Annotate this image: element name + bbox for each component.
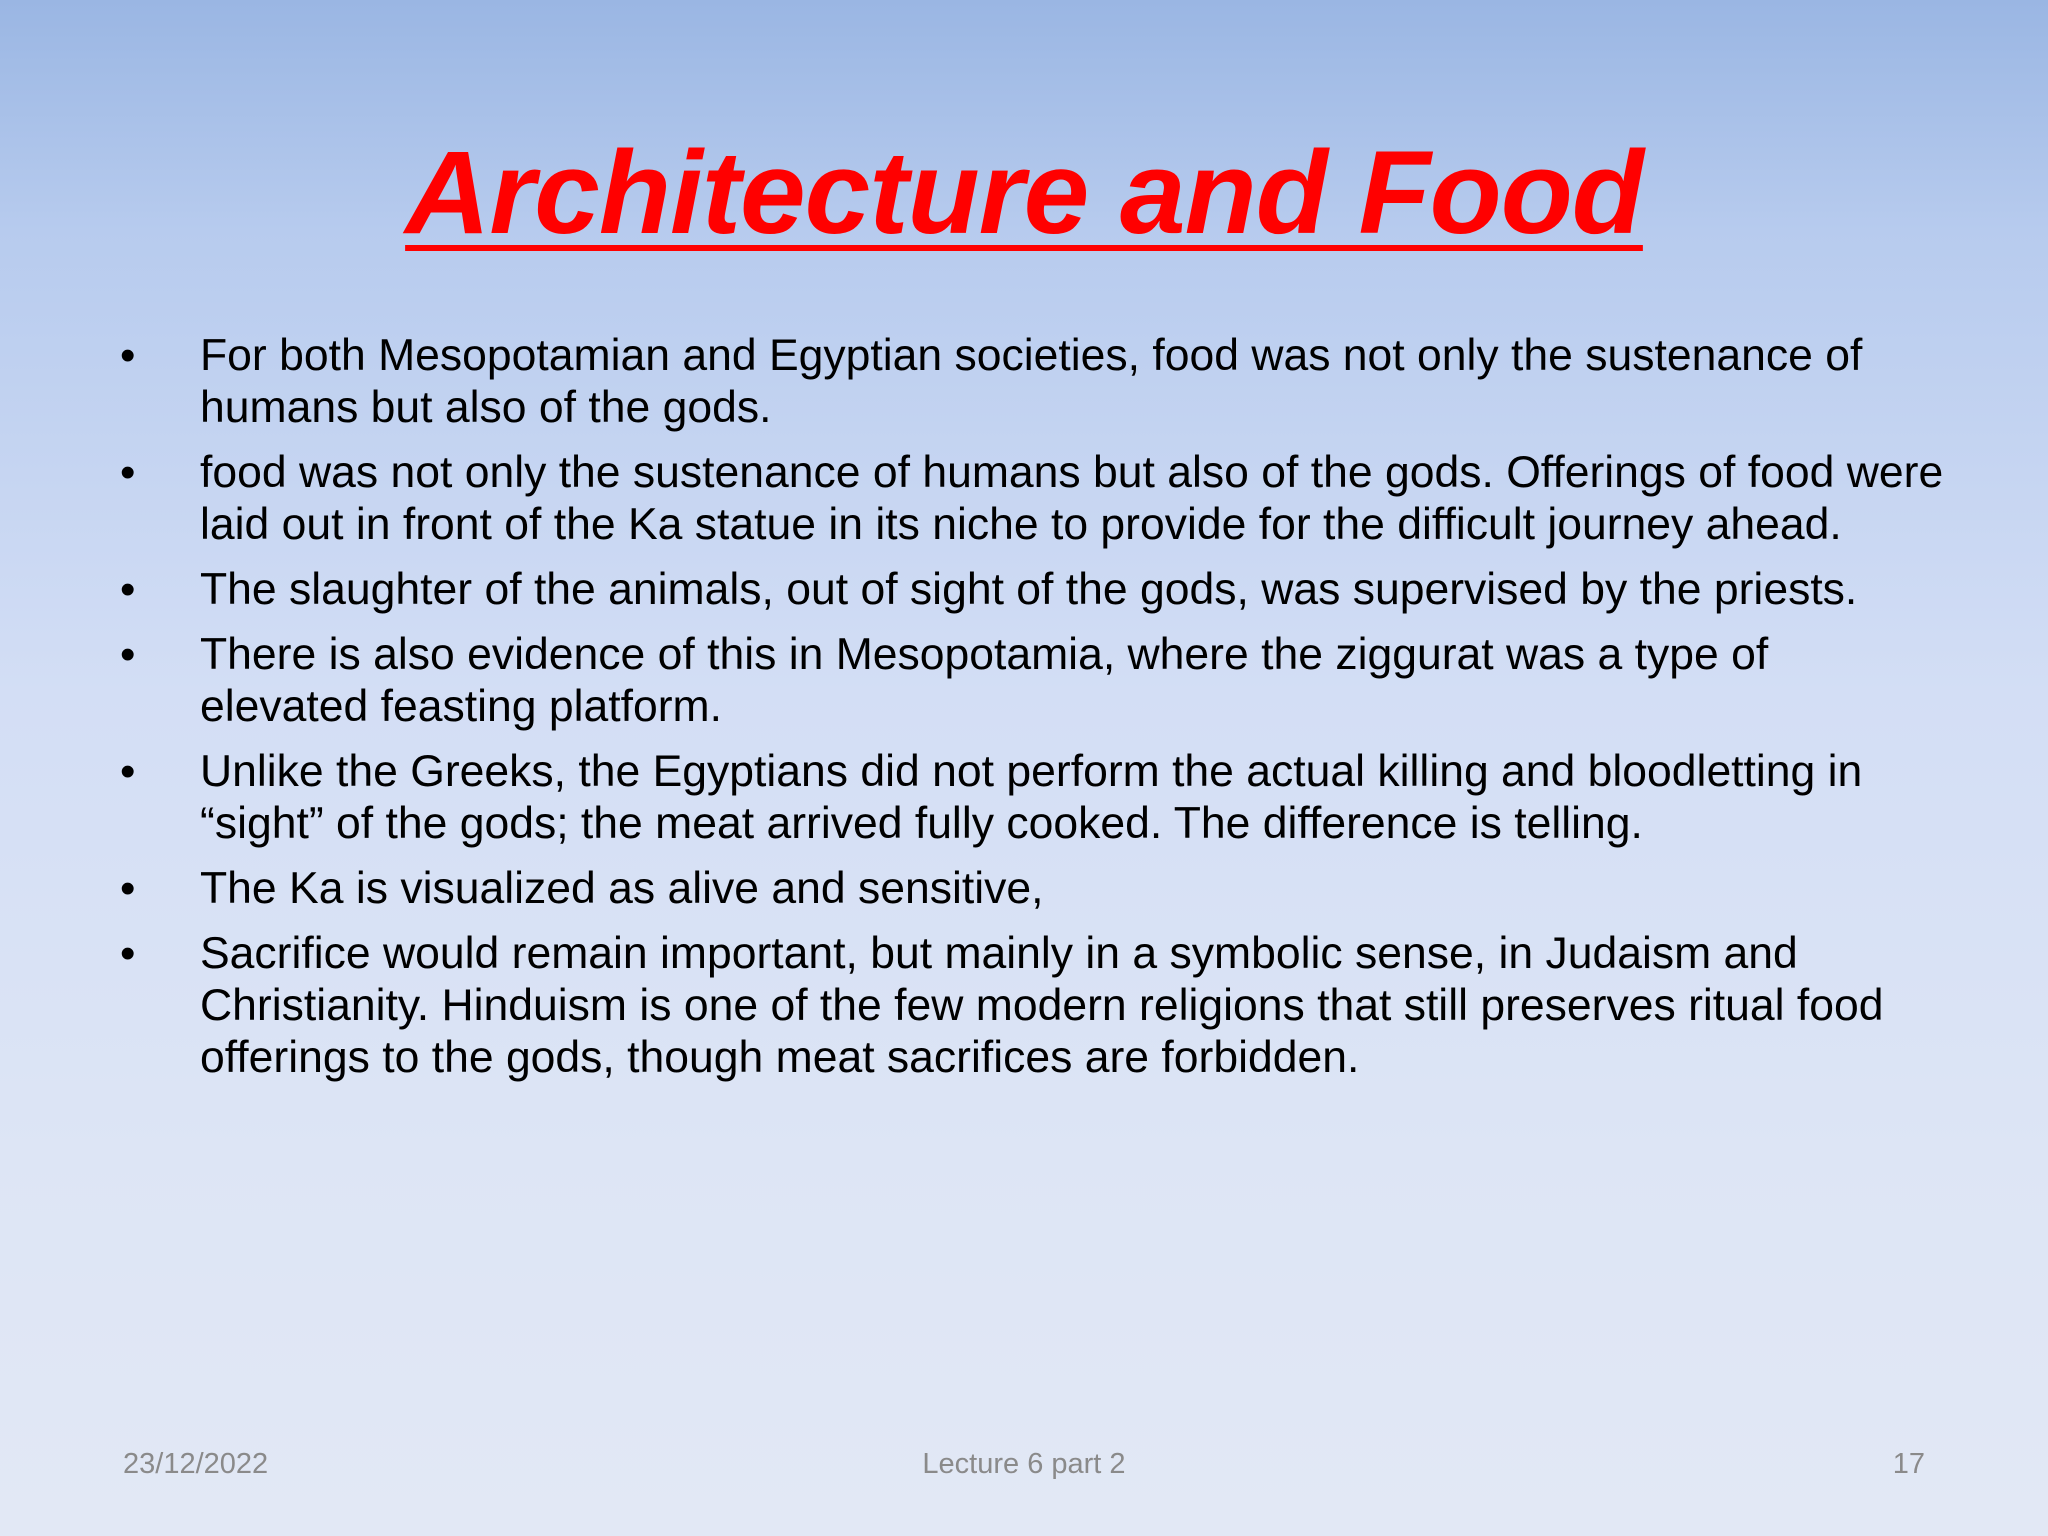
footer-date: 23/12/2022: [123, 1448, 269, 1480]
bullet-list: [115, 330, 1945, 1097]
bullet-item: [115, 564, 1945, 616]
bullet-text: There is also evidence of this in Mesopotamia, where the ziggurat was a type of elevated feasting platform.: [200, 630, 1769, 731]
bullet-text: For both Mesopotamian and Egyptian societies, food was not only the sustenance of humans but also of the gods.: [200, 331, 1863, 432]
bullet-dot-icon: •: [120, 630, 136, 679]
bullet-dot-icon: •: [120, 448, 136, 497]
bullet-text: food was not only the sustenance of humans but also of the gods. Offerings of food were laid out in front of the Ka statue in its niche to provide for the difficult journey ahead.: [200, 448, 1944, 549]
bullet-item: [115, 330, 1945, 434]
bullet-item: [115, 629, 1945, 733]
bullet-dot-icon: •: [120, 747, 136, 796]
bullet-dot-icon: •: [120, 331, 136, 380]
bullet-text: The slaughter of the animals, out of sight of the gods, was supervised by the priests.: [200, 565, 1858, 614]
footer-page-number: 17: [1892, 1448, 1925, 1480]
footer-lecture-label: Lecture 6 part 2: [922, 1448, 1126, 1480]
bullet-text: Unlike the Greeks, the Egyptians did not perform the actual killing and bloodletting in “sight” of the gods; the meat arrived fully cooked. The difference is telling.: [200, 747, 1863, 848]
bullet-dot-icon: •: [120, 864, 136, 913]
slide-title: Architecture and Food: [405, 127, 1643, 259]
bullet-text: The Ka is visualized as alive and sensitive,: [200, 864, 1044, 913]
bullet-dot-icon: •: [120, 929, 136, 978]
bullet-item: [115, 928, 1945, 1084]
bullet-item: [115, 447, 1945, 551]
bullet-dot-icon: •: [120, 565, 136, 614]
bullet-text: Sacrifice would remain important, but mainly in a symbolic sense, in Judaism and Christianity. Hinduism is one of the few modern religions that still preserves ritual food offerings to the gods, though meat sacrifices are forbidden.: [200, 929, 1884, 1082]
bullet-item: [115, 863, 1945, 915]
bullet-item: [115, 746, 1945, 850]
